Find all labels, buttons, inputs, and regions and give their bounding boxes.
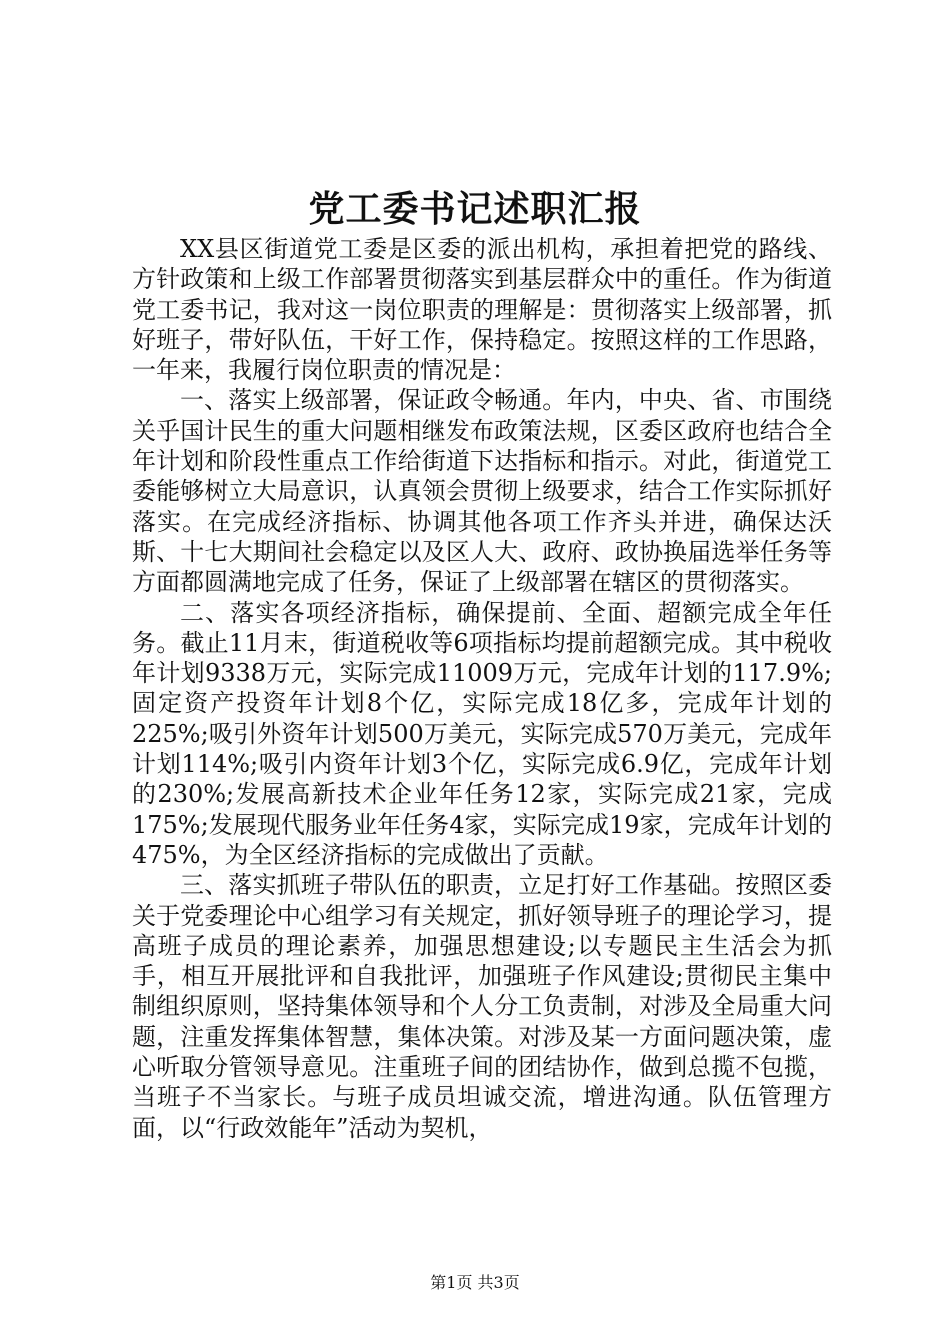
paragraph-section-2: 二、落实各项经济指标，确保提前、全面、超额完成全年任务。截止11月末，街道税收等6项指标均提前超额完成。其中税收年计划9338万元，实际完成11009万元，完成年计划的117.9%;固定资产投资年计划8个亿，实际完成18亿多，完成年计划的225%;吸引外资年计划500万美元，实际完成570万美元，完成年计划114%;吸引内资年计划3个亿，实际完成6.9亿，完成年计划的230%;发展高新技术企业年任务12家，实际完成21家，完成175%;发展现代服务业年任务4家，实际完成19家，完成年计划的475%，为全区经济指标的完成做出了贡献。 — [132, 598, 832, 869]
document-body — [132, 234, 832, 1143]
document-title: 党工委书记述职汇报 — [308, 189, 642, 230]
paragraph-section-1: 一、落实上级部署，保证政令畅通。年内，中央、省、市围绕关乎国计民生的重大问题相继发布政策法规，区委区政府也结合全年计划和阶段性重点工作给街道下达指标和指示。对此，街道党工委能够树立大局意识，认真领会贯彻上级要求，结合工作实际抓好落实。在完成经济指标、协调其他各项工作齐头并进，确保达沃斯、十七大期间社会稳定以及区人大、政府、政协换届选举任务等方面都圆满地完成了任务，保证了上级部署在辖区的贯彻落实。 — [132, 386, 832, 597]
page-number-footer: 第1页 共3页 — [430, 1273, 520, 1292]
paragraph-intro: XX县区街道党工委是区委的派出机构，承担着把党的路线、方针政策和上级工作部署贯彻落实到基层群众中的重任。作为街道党工委书记，我对这一岗位职责的理解是：贯彻落实上级部署，抓好班子，带好队伍，干好工作，保持稳定。按照这样的工作思路，一年来，我履行岗位职责的情况是： — [132, 235, 832, 385]
paragraph-section-3: 三、落实抓班子带队伍的职责，立足打好工作基础。按照区委关于党委理论中心组学习有关规定，抓好领导班子的理论学习，提高班子成员的理论素养，加强思想建设;以专题民主生活会为抓手，相互开展批评和自我批评，加强班子作风建设;贯彻民主集中制组织原则，坚持集体领导和个人分工负责制，对涉及全局重大问题，注重发挥集体智慧，集体决策。对涉及某一方面问题决策，虚心听取分管领导意见。注重班子间的团结协作，做到总揽不包揽，当班子不当家长。与班子成员坦诚交流，增进沟通。队伍管理方面，以“行政效能年”活动为契机， — [132, 871, 832, 1142]
